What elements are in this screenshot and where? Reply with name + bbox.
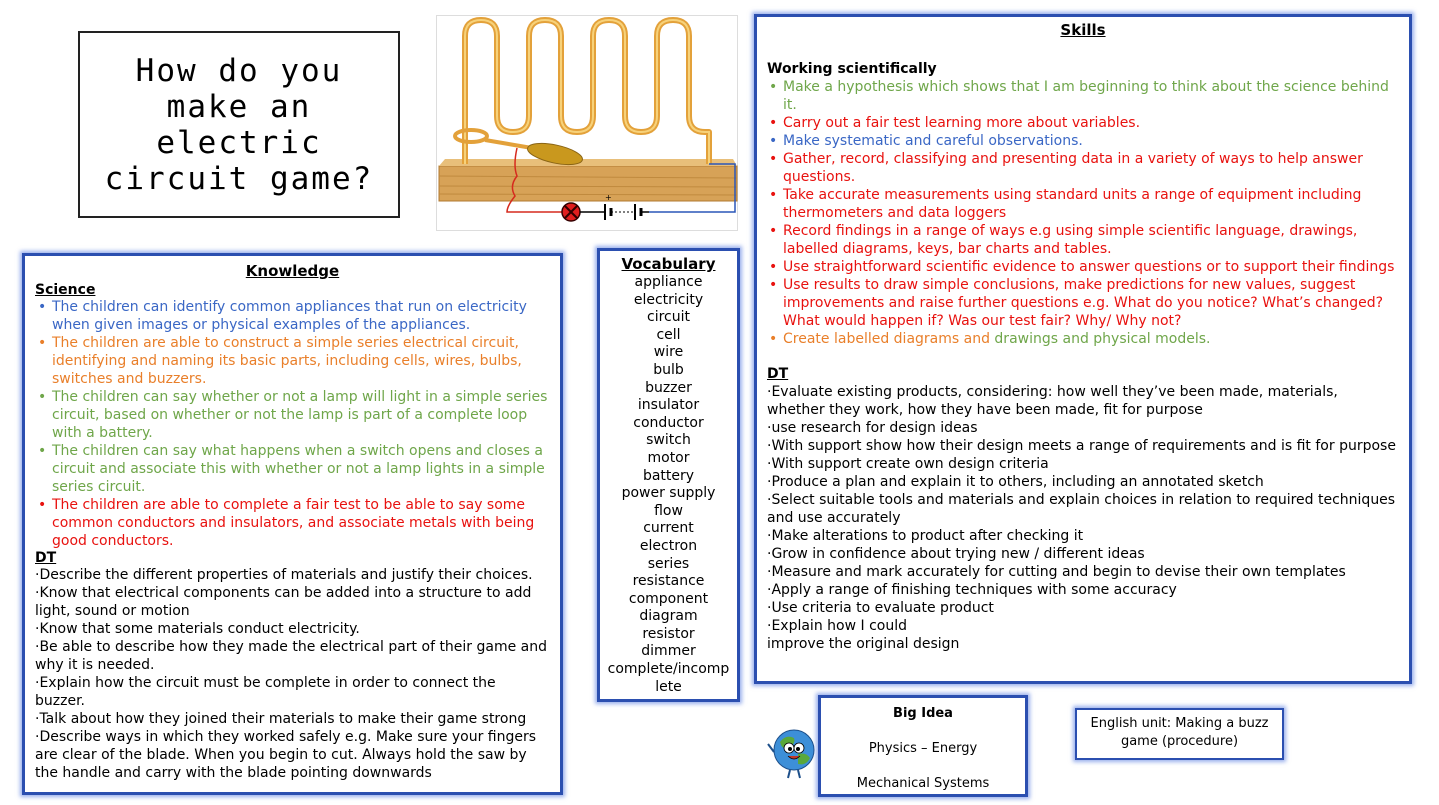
buzz-wire-illustration xyxy=(436,15,738,231)
knowledge-dt-item: ·Know that electrical components can be added into a structure to add light, sound or motion xyxy=(35,585,532,619)
vocabulary-word: bulb xyxy=(653,361,684,378)
skills-dt-item: ·With support show how their design meets a range of requirements and is fit for purpose xyxy=(767,438,1396,454)
vocabulary-word: conductor xyxy=(633,414,704,431)
skills-panel xyxy=(754,14,1412,684)
big-idea-heading: Big Idea xyxy=(893,706,953,721)
skills-dt-item: ·Use criteria to evaluate product xyxy=(767,600,994,616)
page-title: How do you make an electric circuit game? xyxy=(104,52,374,197)
knowledge-dt-item: ·Explain how the circuit must be complete in order to connect the buzzer. xyxy=(35,675,496,709)
skills-dt-item: ·Make alterations to product after checking it xyxy=(767,528,1084,544)
science-item: • The children can say what happens when a switch opens and closes a circuit and associate this with whether or not a lamp lights in a simple series circuit. xyxy=(52,442,550,496)
vocabulary-word: component xyxy=(628,590,709,607)
vocabulary-word: complete/incomp xyxy=(607,661,730,678)
science-item: • The children are able to construct a simple series electrical circuit, identifying and naming its basic parts, including cells, wires, bulbs, switches and buzzers. xyxy=(52,334,550,388)
skills-dt-item: ·Grow in confidence about trying new / different ideas xyxy=(767,546,1145,562)
vocabulary-word: cell xyxy=(656,326,681,343)
working-scientifically-item: • Gather, record, classifying and presenting data in a variety of ways to help answer questions. xyxy=(783,150,1399,186)
vocabulary-word: insulator xyxy=(637,397,700,414)
vocabulary-word: electron xyxy=(639,537,698,554)
skills-dt-item: ·Produce a plan and explain it to others, including an annotated sketch xyxy=(767,474,1264,490)
vocabulary-word: wire xyxy=(653,344,684,361)
working-scientifically-item: • Record findings in a range of ways e.g using simple scientific language, drawings, labelled diagrams, keys, bar charts and tables. xyxy=(783,222,1399,258)
knowledge-dt-item: ·Describe the different properties of materials and justify their choices. xyxy=(35,567,533,583)
working-scientifically-item: • Carry out a fair test learning more about variables. xyxy=(783,114,1399,132)
vocabulary-word: appliance xyxy=(634,274,703,290)
science-list xyxy=(35,298,550,550)
science-heading: Science xyxy=(35,282,96,298)
vocabulary-word: diagram xyxy=(639,608,698,625)
knowledge-panel xyxy=(22,253,563,795)
big-idea-panel xyxy=(818,695,1028,797)
knowledge-dt-list xyxy=(35,566,550,782)
vocabulary-word: power supply xyxy=(621,485,716,502)
working-scientifically-item: • Make a hypothesis which shows that I am beginning to think about the science behind it. xyxy=(783,78,1399,114)
english-unit-text: English unit: Making a buzz game (procedure) xyxy=(1090,716,1269,749)
skills-dt-item: ·Measure and mark accurately for cutting and begin to devise their own templates xyxy=(767,564,1346,580)
knowledge-dt-item: ·Be able to describe how they made the electrical part of their game and why it is needed. xyxy=(35,639,548,673)
ws-last-part-a: Create labelled diagrams and xyxy=(783,331,995,347)
dt-heading: DT xyxy=(35,550,57,566)
working-scientifically-heading: Working scientifically xyxy=(767,61,937,77)
vocabulary-word: resistance xyxy=(632,573,705,590)
buzz-wire-game-image xyxy=(437,16,739,232)
working-scientifically-item: • Use straightforward scientific evidence to answer questions or to support their findings xyxy=(783,258,1399,276)
skills-heading: Skills xyxy=(1060,21,1106,39)
vocabulary-word: lete xyxy=(655,678,682,695)
vocabulary-word: motor xyxy=(647,449,690,466)
title-box xyxy=(78,31,400,218)
english-unit-panel xyxy=(1075,708,1284,760)
vocabulary-list xyxy=(602,274,735,696)
skills-dt-item: ·Apply a range of finishing techniques with some accuracy xyxy=(767,582,1177,598)
vocabulary-word: circuit xyxy=(647,309,690,326)
skills-dt-item: ·Evaluate existing products, considering: how well they’ve been made, materials, whether they work, how they have been made, fit for purpose xyxy=(767,384,1338,418)
working-scientifically-last xyxy=(767,330,1399,348)
vocabulary-word: current xyxy=(643,520,694,537)
knowledge-dt-item: ·Talk about how they joined their materials to make their game strong xyxy=(35,711,527,727)
working-scientifically-item: • Make systematic and careful observations. xyxy=(783,132,1399,150)
skills-dt-item: improve the original design xyxy=(767,636,960,652)
big-idea-line1: Physics – Energy xyxy=(868,741,978,756)
science-item: • The children are able to complete a fair test to be able to say some common conductors and insulators, and associate metals with being good conductors. xyxy=(52,496,550,550)
vocabulary-word: switch xyxy=(646,432,691,449)
vocabulary-word: battery xyxy=(642,467,695,484)
vocabulary-word: series xyxy=(647,555,690,572)
vocabulary-word: resistor xyxy=(642,625,695,642)
vocabulary-word: flow xyxy=(654,502,683,519)
science-item: • The children can say whether or not a lamp will light in a simple series circuit, based on whether or not the lamp is part of a complete loop with a battery. xyxy=(52,388,550,442)
skills-dt-item: ·use research for design ideas xyxy=(767,420,978,436)
skills-dt-item: ·With support create own design criteria xyxy=(767,456,1049,472)
vocabulary-word: buzzer xyxy=(645,379,692,396)
knowledge-heading: Knowledge xyxy=(245,262,340,280)
science-item: • The children can identify common appliances that run on electricity when given images or physical examples of the appliances. xyxy=(52,298,550,334)
skills-dt-heading: DT xyxy=(767,366,789,382)
earth-mascot-icon xyxy=(766,724,818,780)
knowledge-dt-item: ·Know that some materials conduct electricity. xyxy=(35,621,360,637)
knowledge-dt-item: ·Describe ways in which they worked safely e.g. Make sure your fingers are clear of the blade. When you begin to cut. Always hold the saw by the handle and carry with the blade pointing downwards xyxy=(35,729,537,781)
vocabulary-word: dimmer xyxy=(641,643,696,660)
skills-dt-item: ·Select suitable tools and materials and explain choices in relation to required techniques and use accurately xyxy=(767,492,1396,526)
skills-dt-list xyxy=(767,383,1399,653)
working-scientifically-list xyxy=(767,78,1399,330)
working-scientifically-item: • Take accurate measurements using standard units a range of equipment including thermometers and data loggers xyxy=(783,186,1399,222)
big-idea-line2: Mechanical Systems xyxy=(856,776,990,791)
working-scientifically-item: • Use results to draw simple conclusions, make predictions for new values, suggest improvements and raise further questions e.g. What do you notice? What’s changed? What would happen if? Was our test fair? Why/ Why not? xyxy=(783,276,1399,330)
vocabulary-word: electricity xyxy=(633,291,704,308)
vocabulary-heading: Vocabulary xyxy=(621,255,716,273)
ws-last-part-b: drawings and physical models. xyxy=(994,331,1211,347)
earth-mascot xyxy=(766,724,818,780)
svg-text:+: + xyxy=(605,193,612,202)
vocabulary-panel xyxy=(597,248,740,702)
skills-dt-item: ·Explain how I could xyxy=(767,618,907,634)
